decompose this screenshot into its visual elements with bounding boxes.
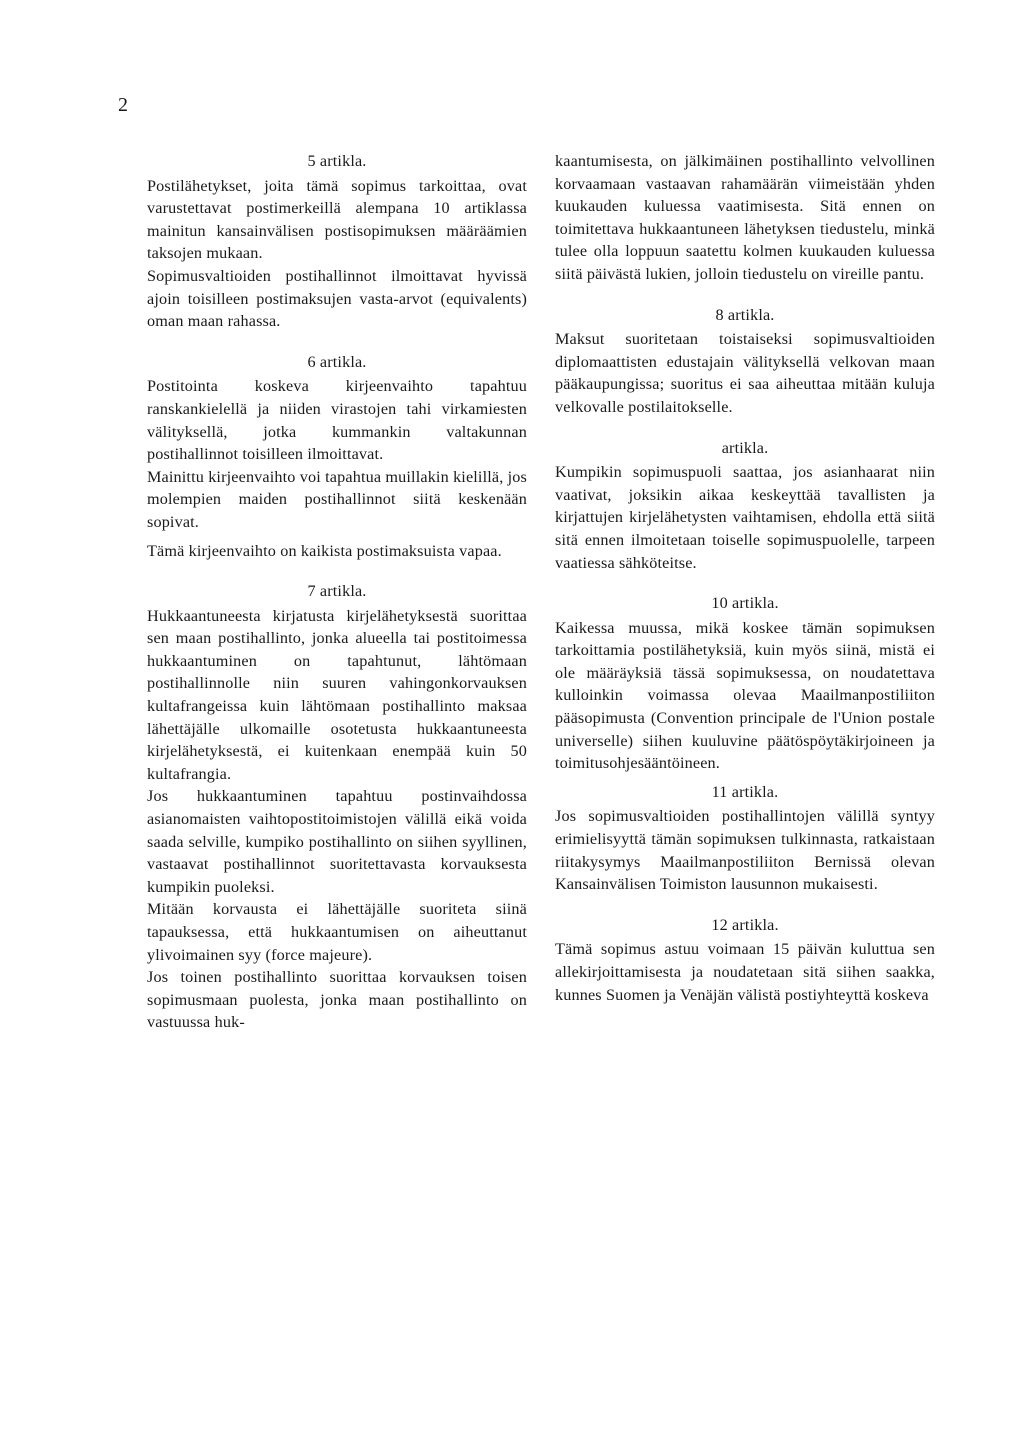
article-6-paragraph-3: Tämä kirjeenvaihto on kaikista postimaksuista vapaa. <box>147 541 502 560</box>
article-6-heading: 6 artikla. <box>307 352 367 371</box>
article-10-heading: 10 artikla. <box>711 594 779 613</box>
article-5-paragraph-2: Sopimusvaltioiden postihallinnot ilmoittavat hyvissä ajoin toisilleen postimaksujen vasta-arvot (equivalents) oman maan rahassa. <box>147 266 527 331</box>
article-7-paragraph-2: Jos hukkaantuminen tapahtuu postinvaihdossa asianomaisten vaihtopostitoimistojen välillä eikä voida saada selville, kumpiko postihallinto on siihen syyllinen, vastaavat postihallinnot suoritettavasta korvauksesta kumpikin puoleksi. <box>147 787 527 896</box>
article-5-paragraph-1: Postilähetykset, joita tämä sopimus tarkoittaa, ovat varustettavat postimerkeillä alempana 10 artiklassa mainitun kansainvälisen postisopimuksen määräämien taksojen mukaan. <box>147 176 527 263</box>
article-7-paragraph-3: Mitään korvausta ei lähettäjälle suoriteta siinä tapauksessa, että hukkaantumisen on aiheuttanut ylivoimainen syy (force majeure). <box>147 900 527 964</box>
article-7-paragraph-4: Jos toinen postihallinto suorittaa korvauksen toisen sopimusmaan puolesta, jonka maan postihallinto on vastuussa huk- <box>147 968 527 1032</box>
article-11-paragraph-1: Jos sopimusvaltioiden postihallintojen välillä syntyy erimielisyyttä tämän sopimuksen tulkinnasta, ratkaistaan riitakysymys Maailmanpostiliiton Bernissä olevan Kansainvälisen Toimiston lausunnon mukaisesti. <box>555 807 935 894</box>
article-8-paragraph-1: Maksut suoritetaan toistaiseksi sopimusvaltioiden diplomaattisten edustajain välityksellä velkovan maan pääkaupungissa; suoritus ei saa aiheuttaa mitään kuluja velkovalle postilaitokselle. <box>555 330 935 416</box>
article-7-heading: 7 artikla. <box>307 582 367 601</box>
article-10-paragraph-1: Kaikessa muussa, mikä koskee tämän sopimuksen tarkoittamia postilähetyksiä, kuin myös siinä, mistä ei ole määräyksiä tässä sopimuksessa, on noudatettava kulloinkin voimassa olevaa Maailmanpostiliiton pääsopimusta (Convention principale de l'Union postale universelle) siihen kuuluvine päätöspöytäkirjoineen ja toimitusohjesääntöineen. <box>555 618 935 773</box>
article-6-paragraph-2: Mainittu kirjeenvaihto voi tapahtua muillakin kielillä, jos molempien maiden postihallinnot siitä keskenään sopivat. <box>147 467 527 531</box>
article-9-heading: artikla. <box>721 438 769 457</box>
article-8-heading: 8 artikla. <box>715 305 775 324</box>
article-11-heading: 11 artikla. <box>711 782 779 801</box>
article-5-heading: 5 artikla. <box>307 152 367 170</box>
right-column <box>555 150 935 1006</box>
article-7-paragraph-1: Hukkaantuneesta kirjatusta kirjelähetyksestä suorittaa sen maan postihallinto, jonka alueella tai postitoimessa hukkaantuminen on tapahtunut, lähtömaan postihallinnolle niin suuren vahingonkorvauksen kultafrangeissa kuin lähtömaan postihallinto maksaa lähettäjälle ulkomaille osotetusta hukkaantuneesta kirjelähetyksestä, ei kuitenkaan enempää kuin 50 kultafrangia. <box>147 606 527 783</box>
article-7-continuation: kaantumisesta, on jälkimäinen postihallinto velvollinen korvaamaan vastaavan rahamäärän viimeistään yhden kuukauden kuluessa vaatimisesta. Sitä ennen on toimitettava hukkaantuneen lähetyksen tiedustelu, minkä tulee olla loppuun saatettu kolmen kuukauden kuluessa siitä päivästä lukien, jolloin tiedustelu on vireille pantu. <box>555 152 935 283</box>
article-12-heading: 12 artikla. <box>711 915 779 934</box>
article-12-paragraph-1: Tämä sopimus astuu voimaan 15 päivän kuluttua sen allekirjoittamisesta ja noudatetaan sitä siihen saakka, kunnes Suomen ja Venäjän välistä postiyhteyttä koskeva <box>555 940 935 1004</box>
article-9-paragraph-1: Kumpikin sopimuspuoli saattaa, jos asianhaarat niin vaativat, joksikin aikaa keskeyttää tavallisten ja kirjattujen kirjelähetysten vaihtamisen, ehdolla että siitä sitä ennen ilmoitetaan toiselle sopimuspuolelle, tarpeen vaatiessa sähköteitse. <box>555 463 935 572</box>
left-column <box>147 150 527 1034</box>
article-6-paragraph-1: Postitointa koskeva kirjeenvaihto tapahtuu ranskankielellä ja niiden virastojen tahi virkamiesten välityksellä, jotka kummankin valtakunnan postihallinnot toisilleen ilmoittavat. <box>147 377 527 464</box>
page-number: 2 <box>118 94 128 116</box>
